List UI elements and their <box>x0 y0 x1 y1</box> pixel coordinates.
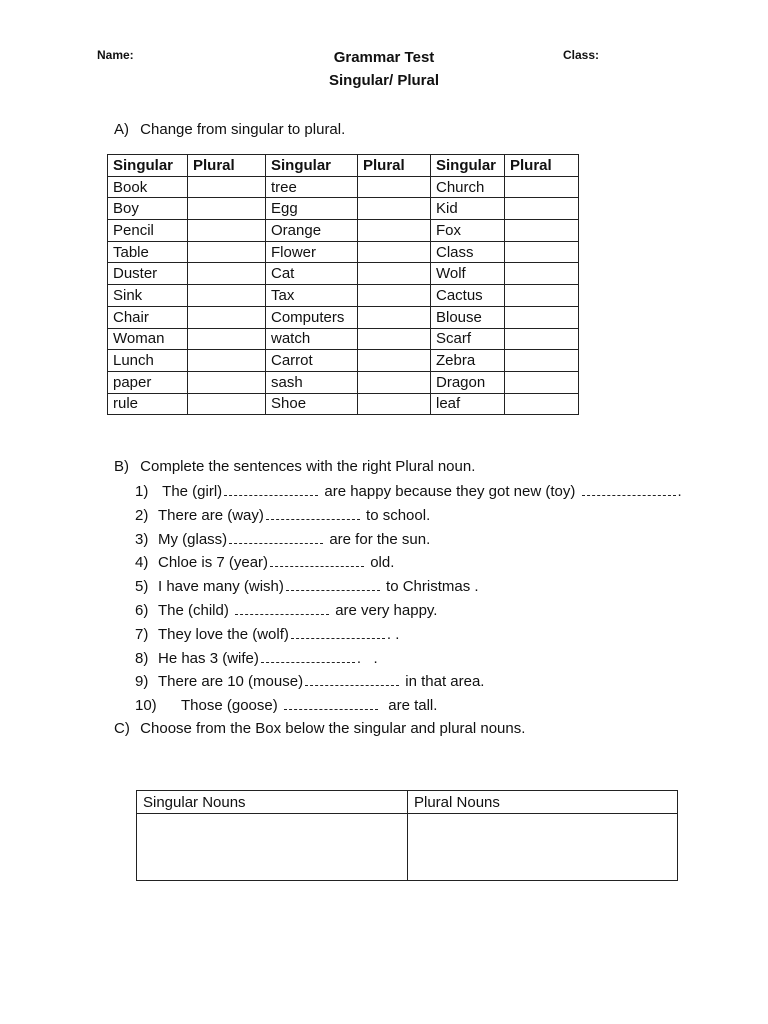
plural-answer-cell[interactable] <box>358 350 431 372</box>
singular-word: Fox <box>431 220 505 242</box>
sentence-text: Chloe is 7 (year) <box>158 554 269 572</box>
sentence-number: 8) <box>135 649 149 667</box>
table-row <box>108 198 579 220</box>
singular-word: Table <box>108 241 188 263</box>
singular-word: Zebra <box>431 350 505 372</box>
nouns-answer-box <box>136 790 678 881</box>
page-subtitle: Singular/ Plural <box>328 72 440 89</box>
answer-blank[interactable] <box>286 578 380 591</box>
plural-answer-cell[interactable] <box>505 371 579 393</box>
singular-word: Orange <box>266 220 358 242</box>
answer-blank[interactable] <box>582 483 676 496</box>
plural-answer-cell[interactable] <box>505 241 579 263</box>
singular-word: Cat <box>266 263 358 285</box>
section-c-heading <box>114 720 525 737</box>
answer-blank[interactable] <box>235 602 329 615</box>
section-c-instruction: Choose from the Box below the singular and plural nouns. <box>140 720 526 737</box>
sentence-text: I have many (wish) <box>158 578 284 596</box>
answer-blank[interactable] <box>224 483 318 496</box>
singular-word: paper <box>108 371 188 393</box>
table-row <box>108 350 579 372</box>
plural-answer-cell[interactable] <box>188 263 266 285</box>
section-b-letter: B) <box>114 458 129 475</box>
singular-word: Boy <box>108 198 188 220</box>
singular-word: Kid <box>431 198 505 220</box>
plural-answer-cell[interactable] <box>188 371 266 393</box>
page-title: Grammar Test <box>333 49 435 66</box>
table-header-row <box>108 155 579 177</box>
table-row <box>108 393 579 415</box>
sentence-number: 6) <box>135 601 149 619</box>
table-row <box>108 306 579 328</box>
sentence-text: There are 10 (mouse) <box>158 673 304 691</box>
singular-word: Cactus <box>431 285 505 307</box>
sentence-text: are for the sun. <box>325 530 431 548</box>
plural-answer-cell[interactable] <box>188 350 266 372</box>
singular-word: Carrot <box>266 350 358 372</box>
sentence-item <box>135 672 682 696</box>
plural-answer-cell[interactable] <box>505 285 579 307</box>
sentence-number: 9) <box>135 673 149 691</box>
sentence-number: 2) <box>135 506 149 524</box>
singular-word: rule <box>108 393 188 415</box>
table-row <box>108 328 579 350</box>
singular-word: Book <box>108 176 188 198</box>
plural-answer-cell[interactable] <box>505 306 579 328</box>
table-row <box>108 263 579 285</box>
sentence-item <box>135 482 682 506</box>
plural-answer-cell[interactable] <box>188 241 266 263</box>
sentence-item <box>135 506 682 530</box>
singular-word: leaf <box>431 393 505 415</box>
sentence-text: There are (way) <box>158 506 264 524</box>
singular-word: Tax <box>266 285 358 307</box>
class-label: Class: <box>563 48 600 62</box>
singular-word: Wolf <box>431 263 505 285</box>
plural-answer-cell[interactable] <box>188 285 266 307</box>
singular-word: Flower <box>266 241 358 263</box>
singular-word: sash <box>266 371 358 393</box>
name-label: Name: <box>97 48 134 62</box>
singular-word: Scarf <box>431 328 505 350</box>
answer-blank[interactable] <box>266 507 360 520</box>
plural-answer-cell[interactable] <box>358 263 431 285</box>
singular-word: Duster <box>108 263 188 285</box>
header-cell: Singular <box>266 155 358 177</box>
plural-answer-cell[interactable] <box>188 328 266 350</box>
plural-answer-cell[interactable] <box>358 176 431 198</box>
singular-word: Egg <box>266 198 358 220</box>
plural-answer-cell[interactable] <box>358 285 431 307</box>
sentence-text: to school. <box>361 506 431 524</box>
plural-nouns-answer-cell[interactable] <box>408 814 678 881</box>
sentence-item <box>135 601 682 625</box>
plural-answer-cell[interactable] <box>358 198 431 220</box>
sentence-text: to Christmas . <box>381 578 479 596</box>
plural-answer-cell[interactable] <box>358 220 431 242</box>
sentence-text: . . <box>356 649 378 667</box>
sentence-text: The (child) <box>158 601 234 619</box>
sentence-text: They love the (wolf) <box>158 625 289 643</box>
table-row <box>108 176 579 198</box>
sentence-item <box>135 696 682 720</box>
singular-word: Class <box>431 241 505 263</box>
sentence-item <box>135 553 682 577</box>
sentence-item <box>135 530 682 554</box>
singular-word: Sink <box>108 285 188 307</box>
sentence-text: . <box>677 483 682 500</box>
section-a-heading <box>114 121 345 138</box>
singular-nouns-header: Singular Nouns <box>137 791 408 814</box>
plural-answer-cell[interactable] <box>188 393 266 415</box>
sentence-list <box>135 482 682 720</box>
sentence-number: 4) <box>135 554 149 572</box>
box-header-row <box>137 791 678 814</box>
answer-blank[interactable] <box>305 673 399 686</box>
answer-blank[interactable] <box>270 554 364 567</box>
singular-word: Shoe <box>266 393 358 415</box>
plural-answer-cell[interactable] <box>188 306 266 328</box>
section-a-letter: A) <box>114 121 129 138</box>
plural-answer-cell[interactable] <box>188 176 266 198</box>
singular-word: Chair <box>108 306 188 328</box>
table-row <box>108 220 579 242</box>
plural-answer-cell[interactable] <box>505 328 579 350</box>
singular-word: tree <box>266 176 358 198</box>
singular-word: watch <box>266 328 358 350</box>
sentence-item <box>135 649 682 673</box>
sentence-text: He has 3 (wife) <box>158 649 259 667</box>
answer-blank[interactable] <box>284 697 378 710</box>
singular-word: Lunch <box>108 350 188 372</box>
sentence-text: The (girl) <box>162 483 223 500</box>
singular-word: Computers <box>266 306 358 328</box>
section-b-heading <box>114 458 475 475</box>
sentence-item <box>135 577 682 601</box>
answer-blank[interactable] <box>291 626 385 639</box>
plural-nouns-header: Plural Nouns <box>408 791 678 814</box>
plural-answer-cell[interactable] <box>188 220 266 242</box>
answer-blank[interactable] <box>229 531 323 544</box>
header-cell: Plural <box>188 155 266 177</box>
box-answer-row <box>137 814 678 881</box>
sentence-text: are tall. <box>379 697 438 715</box>
sentence-text: My (glass) <box>158 530 228 548</box>
singular-plural-table <box>107 154 579 415</box>
sentence-text: are happy because they got new (toy) <box>320 483 580 500</box>
singular-nouns-answer-cell[interactable] <box>137 814 408 881</box>
plural-answer-cell[interactable] <box>505 176 579 198</box>
header-cell: Plural <box>358 155 431 177</box>
answer-blank[interactable] <box>261 650 355 663</box>
singular-word: Blouse <box>431 306 505 328</box>
section-c-letter: C) <box>114 720 130 737</box>
sentence-number: 1) <box>135 483 149 500</box>
table-row <box>108 241 579 263</box>
plural-answer-cell[interactable] <box>505 220 579 242</box>
plural-answer-cell[interactable] <box>505 350 579 372</box>
plural-answer-cell[interactable] <box>505 393 579 415</box>
header-cell: Plural <box>505 155 579 177</box>
sentence-number: 10) <box>135 697 157 715</box>
singular-word: Church <box>431 176 505 198</box>
sentence-number: 5) <box>135 578 149 596</box>
plural-answer-cell[interactable] <box>505 263 579 285</box>
header-cell: Singular <box>108 155 188 177</box>
sentence-text: are very happy. <box>331 601 438 619</box>
table-row <box>108 371 579 393</box>
sentence-text: . . <box>386 625 400 643</box>
sentence-number: 3) <box>135 530 149 548</box>
singular-word: Dragon <box>431 371 505 393</box>
plural-answer-cell[interactable] <box>358 306 431 328</box>
plural-answer-cell[interactable] <box>188 198 266 220</box>
plural-answer-cell[interactable] <box>358 241 431 263</box>
header-cell: Singular <box>431 155 505 177</box>
plural-answer-cell[interactable] <box>358 393 431 415</box>
sentence-number: 7) <box>135 625 149 643</box>
sentence-text: Those (goose) <box>181 697 282 715</box>
table-row <box>108 285 579 307</box>
sentence-text: in that area. <box>401 673 485 691</box>
plural-answer-cell[interactable] <box>358 328 431 350</box>
plural-answer-cell[interactable] <box>505 198 579 220</box>
singular-word: Woman <box>108 328 188 350</box>
plural-answer-cell[interactable] <box>358 371 431 393</box>
sentence-text: old. <box>366 554 395 572</box>
section-a-instruction: Change from singular to plural. <box>140 121 346 138</box>
singular-word: Pencil <box>108 220 188 242</box>
sentence-item <box>135 625 682 649</box>
section-b-instruction: Complete the sentences with the right Plural noun. <box>140 458 476 475</box>
